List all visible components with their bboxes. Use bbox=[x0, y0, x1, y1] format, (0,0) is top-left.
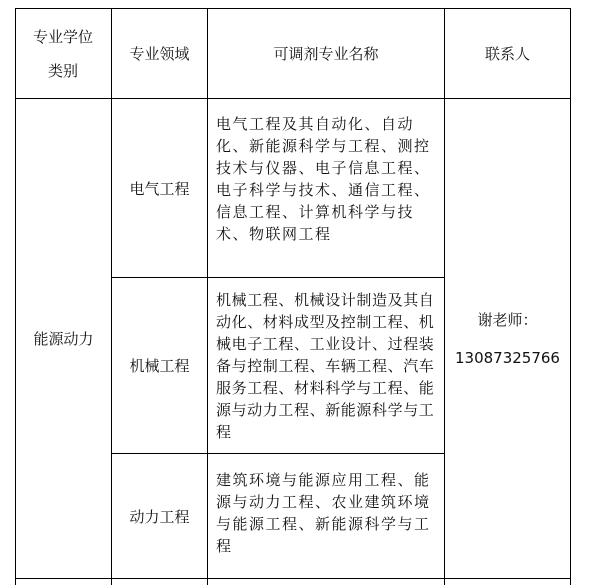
header-degree-category: 专业学位类别 bbox=[32, 27, 93, 80]
field-cell: 动力工程 bbox=[129, 507, 190, 526]
contact-phone: 13087325766 bbox=[455, 348, 560, 367]
majors-cell: 建筑环境与能源应用工程、能源与动力工程、农业建筑环境与能源工程、新能源科学与工程 bbox=[216, 471, 431, 555]
header-adjustable-majors: 可调剂专业名称 bbox=[273, 45, 379, 63]
majors-cell: 机械工程、机械设计制造及其自动化、材料成型及控制工程、机械电子工程、工业设计、过程装备与控制工程、车辆工程、汽车服务工程、材料科学与工程、能源与动力工程、新能源科学与工程 bbox=[216, 291, 435, 441]
field-cell: 机械工程 bbox=[129, 357, 190, 375]
contact-name: 谢老师： bbox=[477, 310, 538, 329]
contact-cell bbox=[445, 99, 570, 578]
majors-cell: 电气工程及其自动化、自动化、新能源科学与工程、测控技术与仪器、电子信息工程、电子科学与技术、通信工程、信息工程、计算机科学与技术、物联网工程 bbox=[216, 115, 431, 243]
category-cell: 能源动力 bbox=[33, 330, 94, 348]
header-contact: 联系人 bbox=[484, 45, 530, 63]
table-border-right bbox=[570, 8, 571, 585]
field-cell: 电气工程 bbox=[129, 179, 190, 198]
table-border-bottom bbox=[15, 578, 571, 579]
header-field: 专业领域 bbox=[129, 45, 190, 63]
